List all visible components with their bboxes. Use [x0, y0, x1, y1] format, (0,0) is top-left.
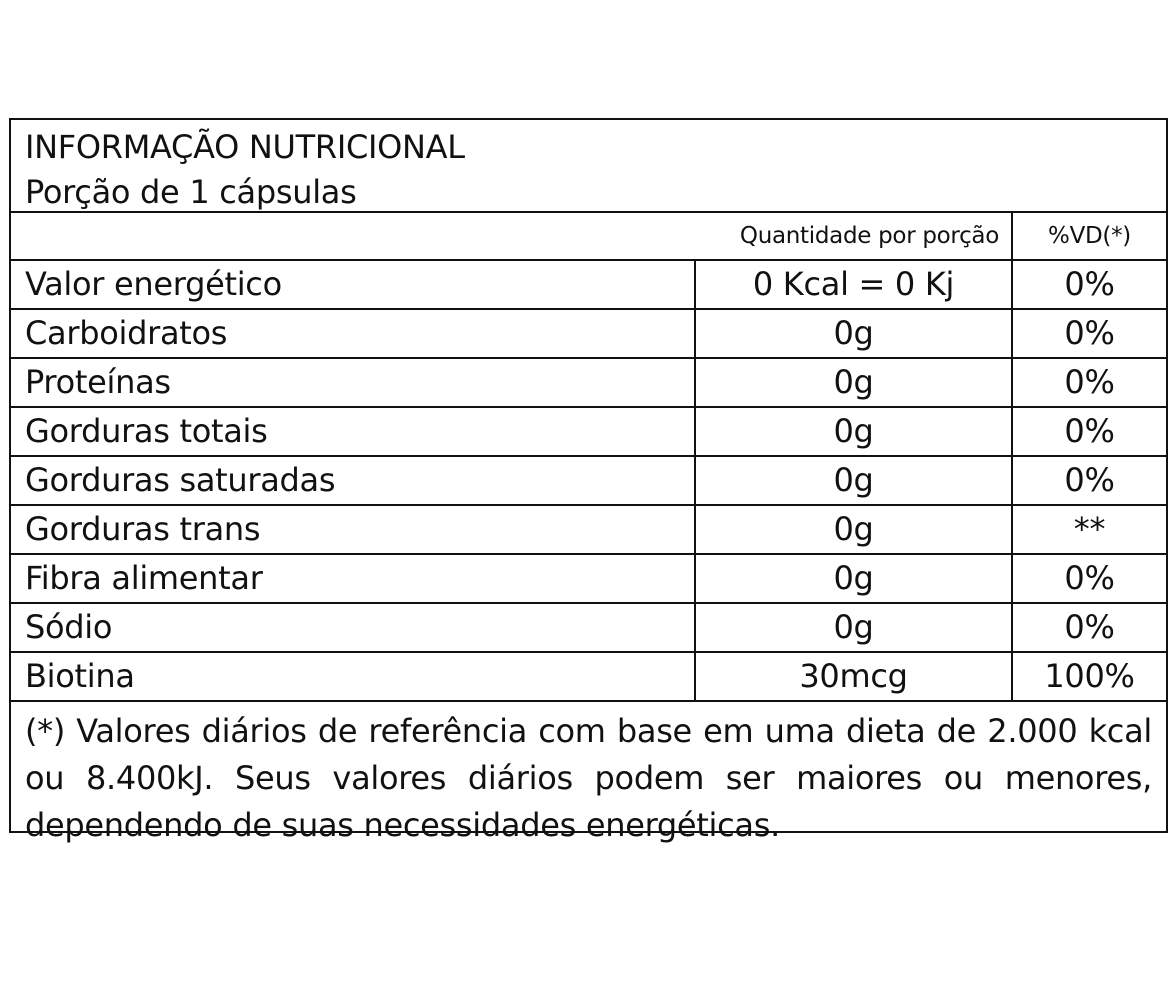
table-row — [11, 505, 1166, 554]
nutrient-quantity: 0 Kcal = 0 Kj — [695, 260, 1012, 309]
column-header-quantity: Quantidade por porção — [695, 213, 1012, 260]
label-header — [11, 120, 1166, 213]
nutrient-name: Gorduras saturadas — [11, 456, 695, 505]
table-row — [11, 603, 1166, 652]
serving-size: Porção de 1 cápsulas — [25, 173, 357, 211]
nutrient-daily-value: 0% — [1012, 554, 1166, 603]
label-title: INFORMAÇÃO NUTRICIONAL — [25, 128, 465, 166]
nutrient-name: Sódio — [11, 603, 695, 652]
table-row — [11, 554, 1166, 603]
nutrition-table — [11, 213, 1166, 702]
nutrient-daily-value: ** — [1012, 505, 1166, 554]
nutrient-name: Valor energético — [11, 260, 695, 309]
nutrient-name: Biotina — [11, 652, 695, 701]
nutrient-name: Carboidratos — [11, 309, 695, 358]
nutrient-daily-value: 0% — [1012, 456, 1166, 505]
table-row — [11, 456, 1166, 505]
nutrient-quantity: 0g — [695, 456, 1012, 505]
nutrient-quantity: 0g — [695, 407, 1012, 456]
nutrient-daily-value: 100% — [1012, 652, 1166, 701]
column-header-blank — [11, 213, 695, 260]
nutrient-quantity: 0g — [695, 358, 1012, 407]
table-row — [11, 358, 1166, 407]
nutrient-name: Gorduras totais — [11, 407, 695, 456]
nutrient-name: Fibra alimentar — [11, 554, 695, 603]
nutrition-facts-panel — [9, 118, 1168, 844]
nutrient-daily-value: 0% — [1012, 260, 1166, 309]
nutrient-name: Proteínas — [11, 358, 695, 407]
nutrient-daily-value: 0% — [1012, 309, 1166, 358]
table-row — [11, 407, 1166, 456]
nutrient-name: Gorduras trans — [11, 505, 695, 554]
column-header-daily-value: %VD(*) — [1012, 213, 1166, 260]
nutrient-quantity: 0g — [695, 309, 1012, 358]
nutrient-daily-value: 0% — [1012, 407, 1166, 456]
nutrient-quantity: 30mcg — [695, 652, 1012, 701]
table-row — [11, 260, 1166, 309]
nutrient-quantity: 0g — [695, 554, 1012, 603]
nutrient-quantity: 0g — [695, 603, 1012, 652]
table-row — [11, 652, 1166, 701]
daily-value-footnote: (*) Valores diários de referência com base em uma dieta de 2.000 kcal ou 8.400kJ. Seus valores diários podem ser maiores ou menores, dependendo de suas necessidades energéticas. — [25, 712, 1152, 844]
nutrient-daily-value: 0% — [1012, 603, 1166, 652]
column-header-row — [11, 213, 1166, 260]
nutrient-quantity: 0g — [695, 505, 1012, 554]
table-row — [11, 309, 1166, 358]
nutrient-daily-value: 0% — [1012, 358, 1166, 407]
